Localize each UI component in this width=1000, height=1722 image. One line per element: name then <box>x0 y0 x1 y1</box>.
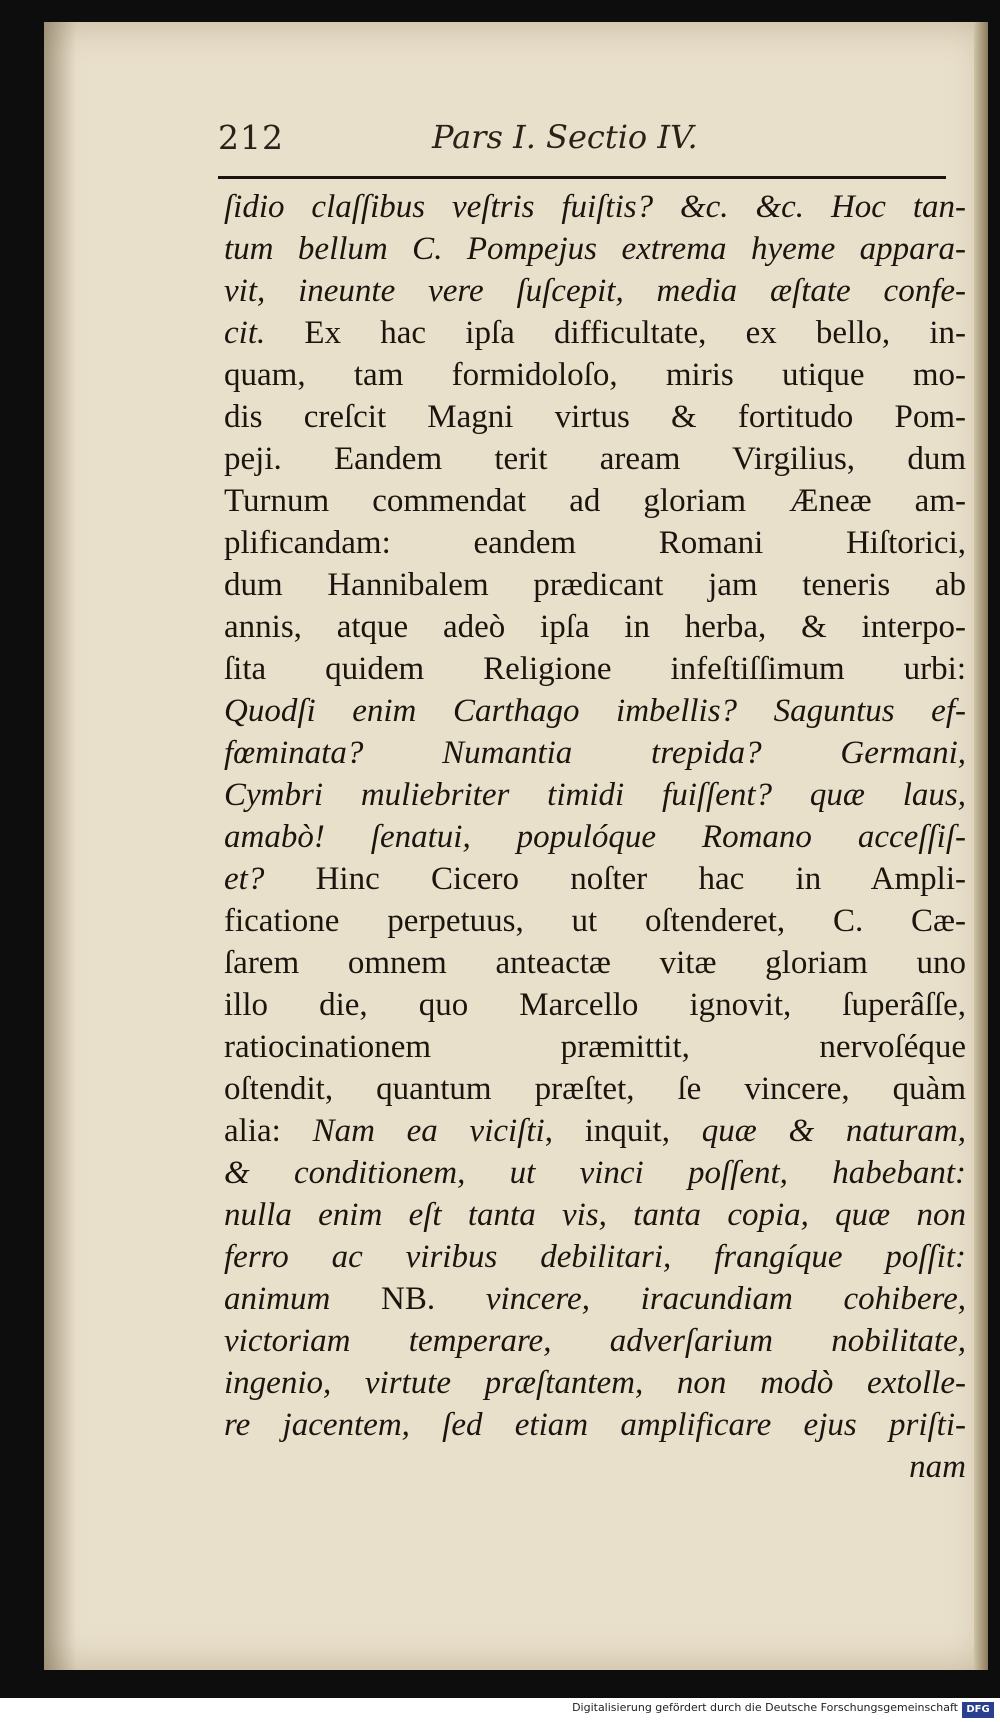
text-segment: Nam ea viciſti <box>312 1113 545 1149</box>
text-line <box>224 1026 966 1068</box>
binding-shadow <box>44 22 76 1670</box>
text-segment: plificandam: eandem Romani Hiſtorici, <box>224 525 966 561</box>
text-segment: Ex hac ipſa difficultate, ex bello, in- <box>265 315 966 351</box>
text-segment: ſarem omnem anteactæ vitæ gloriam uno <box>224 945 966 981</box>
text-segment: alia: <box>224 1113 313 1149</box>
text-segment: animum <box>224 1281 382 1317</box>
text-segment: fœminata? Numantia trepida? Germani, <box>224 735 966 771</box>
text-segment: Turnum commendat ad gloriam Æneæ am- <box>224 483 966 519</box>
text-line <box>224 564 966 606</box>
text-line <box>224 1068 966 1110</box>
text-line <box>224 228 966 270</box>
text-line <box>224 1152 966 1194</box>
page-number: 212 <box>218 118 284 157</box>
text-line <box>224 984 966 1026</box>
text-segment: vit, ineunte vere ſuſcepit, media æſtate confe- <box>224 273 966 309</box>
text-segment: vincere, iracundiam cohibere, <box>435 1281 966 1317</box>
text-line <box>224 942 966 984</box>
text-line <box>224 270 966 312</box>
text-line <box>224 606 966 648</box>
text-line <box>224 1362 966 1404</box>
text-line <box>224 522 966 564</box>
text-segment: ferro ac viribus debilitari, frangíque poſſit: <box>224 1239 966 1275</box>
text-line <box>224 1320 966 1362</box>
text-line <box>224 858 966 900</box>
text-line <box>224 1446 966 1488</box>
text-line <box>224 900 966 942</box>
text-segment: ingenio, virtute præſtantem, non modò extolle- <box>224 1365 966 1401</box>
text-segment: ficatione perpetuus, ut oſtenderet, C. Cæ- <box>224 903 966 939</box>
text-segment: amabò! ſenatui, populóque Romano acceſſiſ- <box>224 819 966 855</box>
text-segment: nulla enim eſt tanta vis, tanta copia, quæ non <box>224 1197 966 1233</box>
text-segment: ratiocinationem præmittit, nervoſéque <box>224 1029 966 1065</box>
footer-credit: Digitalisierung gefördert durch die Deutsche Forschungsgemeinschaft <box>572 1701 958 1714</box>
text-segment: Cymbri muliebriter timidi fuiſſent? quæ laus, <box>224 777 966 813</box>
text-segment: dum Hannibalem prædicant jam teneris ab <box>224 567 966 603</box>
text-segment: , inquit, <box>544 1113 702 1149</box>
text-line <box>224 186 966 228</box>
text-line <box>224 774 966 816</box>
text-segment: victoriam temperare, adverſarium nobilitate, <box>224 1323 966 1359</box>
text-segment: illo die, quo Marcello ignovit, ſuperâſſe, <box>224 987 966 1023</box>
text-segment: annis, atque adeò ipſa in herba, & interpo- <box>224 609 966 645</box>
text-segment: peji. Eandem terit aream Virgilius, dum <box>224 441 966 477</box>
text-segment: Hinc Cicero noſter hac in Ampli- <box>264 861 966 897</box>
text-segment: tum bellum C. Pompejus extrema hyeme appara- <box>224 231 966 267</box>
text-segment: nam <box>909 1449 966 1485</box>
body-text <box>224 186 966 1488</box>
text-segment: & conditionem, ut vinci poſſent, habebant: <box>224 1155 966 1191</box>
text-line <box>224 1194 966 1236</box>
text-line <box>224 312 966 354</box>
text-line <box>224 480 966 522</box>
dfg-logo: DFG <box>962 1702 994 1718</box>
text-line <box>224 438 966 480</box>
text-line <box>224 354 966 396</box>
text-line <box>224 1236 966 1278</box>
text-segment: oſtendit, quantum præſtet, ſe vincere, quàm <box>224 1071 966 1107</box>
text-segment: re jacentem, ſed etiam amplificare ejus priſti- <box>224 1407 966 1443</box>
text-segment: dis creſcit Magni virtus & fortitudo Pom- <box>224 399 966 435</box>
text-line <box>224 1404 966 1446</box>
text-line <box>224 1278 966 1320</box>
text-segment: ſita quidem Religione infeſtiſſimum urbi: <box>224 651 966 687</box>
text-line <box>224 816 966 858</box>
text-line <box>224 690 966 732</box>
text-segment: cit. <box>224 315 266 351</box>
text-line <box>224 732 966 774</box>
header-rule <box>218 176 946 179</box>
text-line <box>224 648 966 690</box>
text-segment: NB. <box>381 1281 436 1317</box>
running-head: Pars I. Sectio IV. <box>432 118 698 156</box>
text-line <box>224 1110 966 1152</box>
footer-bar <box>0 1698 1000 1722</box>
page-header <box>174 112 874 162</box>
text-segment: quæ & naturam, <box>701 1113 966 1149</box>
text-line <box>224 396 966 438</box>
text-segment: ſidio claſſibus veſtris fuiſtis? &c. &c. Hoc tan- <box>224 189 966 225</box>
text-segment: et? <box>224 861 265 897</box>
text-segment: quam, tam formidoloſo, miris utique mo- <box>224 357 966 393</box>
page-edge <box>974 22 988 1670</box>
text-segment: Quodſi enim Carthago imbellis? Saguntus ef- <box>224 693 966 729</box>
